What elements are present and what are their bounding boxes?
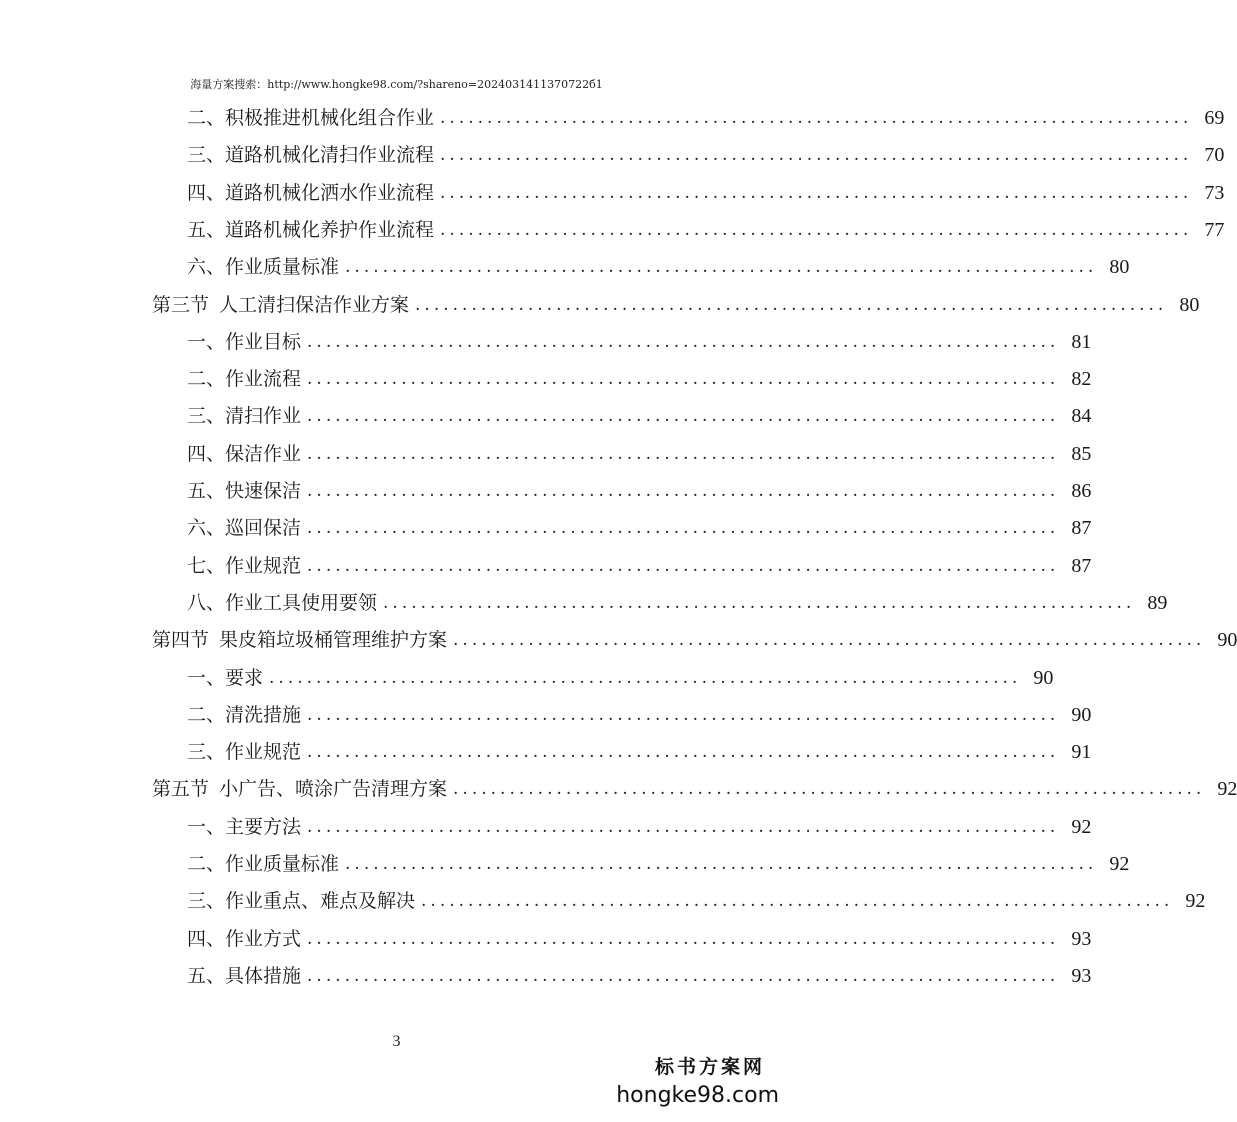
toc-page-number: 82 bbox=[1071, 368, 1092, 391]
toc-entry-title bbox=[187, 883, 415, 920]
toc-entry-title bbox=[187, 398, 301, 435]
toc-dot-leader: ................................................................................ bbox=[345, 257, 1098, 278]
toc-entry-text: 积极推进机械化组合作业 bbox=[225, 107, 435, 129]
toc-page-number: 80 bbox=[1179, 293, 1200, 316]
toc-entry[interactable] bbox=[187, 175, 1225, 212]
toc-entry[interactable] bbox=[187, 660, 1054, 697]
toc-entry-number: 三、 bbox=[187, 890, 226, 913]
toc-entry[interactable] bbox=[187, 249, 1130, 286]
toc-dot-leader: ................................................................................ bbox=[307, 555, 1060, 576]
toc-entry[interactable] bbox=[187, 958, 1092, 995]
toc-dot-leader: ................................................................................ bbox=[307, 481, 1060, 501]
toc-entry-title bbox=[187, 548, 301, 585]
toc-dot-leader: ................................................................................ bbox=[453, 779, 1206, 800]
toc-entry-text: 人工清扫保洁作业方案 bbox=[219, 293, 410, 316]
toc-entry-text: 道路机械化洒水作业流程 bbox=[225, 181, 435, 204]
toc-entry-number: 一、 bbox=[187, 815, 226, 838]
toc-entry-title bbox=[187, 249, 339, 286]
toc-entry-number: 三、 bbox=[187, 741, 226, 764]
toc-entry-number: 五、 bbox=[187, 218, 226, 241]
toc-entry-title bbox=[187, 175, 434, 212]
toc-entry-number: 七、 bbox=[187, 554, 226, 577]
toc-dot-leader: ................................................................................ bbox=[307, 406, 1060, 427]
toc-page-number: 93 bbox=[1071, 927, 1092, 950]
toc-dot-leader: ................................................................................ bbox=[269, 667, 1022, 688]
toc-dot-leader: ................................................................................ bbox=[307, 965, 1060, 986]
toc-page-number: 92 bbox=[1217, 778, 1237, 801]
toc-dot-leader: ................................................................................ bbox=[421, 891, 1174, 912]
toc-page-number: 90 bbox=[1033, 666, 1054, 689]
toc-entry-number: 三、 bbox=[187, 144, 226, 167]
toc-dot-leader: ................................................................................ bbox=[440, 182, 1193, 203]
toc-entry[interactable] bbox=[187, 398, 1092, 435]
toc-page-number: 87 bbox=[1071, 517, 1092, 540]
toc-dot-leader: ................................................................................ bbox=[440, 108, 1193, 128]
toc-entry-text: 作业重点、难点及解决 bbox=[225, 890, 416, 913]
toc-dot-leader: ................................................................................ bbox=[345, 854, 1098, 874]
toc-entry-text: 作业工具使用要领 bbox=[225, 591, 378, 614]
toc-entry[interactable] bbox=[187, 137, 1225, 174]
toc-entry[interactable] bbox=[187, 846, 1130, 883]
toc-entry-text: 果皮箱垃圾桶管理维护方案 bbox=[219, 629, 448, 652]
toc-entry-title bbox=[187, 100, 434, 137]
toc-page-number: 92 bbox=[1185, 890, 1206, 913]
toc-entry[interactable] bbox=[187, 548, 1092, 585]
toc-entry-number: 四、 bbox=[187, 927, 226, 950]
toc-entry-title bbox=[152, 622, 447, 659]
toc-section-entry[interactable] bbox=[152, 287, 1200, 324]
toc-entry-number: 第三节 bbox=[152, 293, 210, 316]
toc-entry-number: 第五节 bbox=[152, 778, 210, 801]
toc-entry-text: 作业目标 bbox=[225, 330, 302, 353]
toc-entry[interactable] bbox=[187, 585, 1168, 622]
toc-entry-text: 要求 bbox=[225, 666, 264, 689]
toc-entry-title bbox=[187, 510, 301, 547]
page-header-url: 海量方案搜索：http://www.hongke98.com/?shareno=2024031411370722б1 bbox=[190, 78, 603, 91]
toc-entry-title bbox=[187, 436, 301, 473]
toc-dot-leader: ................................................................................ bbox=[440, 145, 1193, 166]
toc-page-number: 92 bbox=[1109, 853, 1130, 875]
toc-page-number: 70 bbox=[1204, 144, 1225, 167]
toc-page-number: 91 bbox=[1071, 741, 1092, 764]
toc-entry-title bbox=[187, 958, 301, 995]
toc-entry-text: 主要方法 bbox=[225, 815, 302, 838]
toc-page-number: 93 bbox=[1071, 964, 1092, 987]
toc-entry-number: 六、 bbox=[187, 256, 226, 279]
toc-entry-text: 快速保洁 bbox=[225, 480, 302, 502]
toc-entry-text: 作业质量标准 bbox=[225, 853, 340, 875]
toc-entry-text: 作业规范 bbox=[225, 741, 302, 764]
toc-entry[interactable] bbox=[187, 324, 1092, 361]
toc-dot-leader: ................................................................................ bbox=[307, 518, 1060, 539]
toc-dot-leader: ................................................................................ bbox=[307, 742, 1060, 763]
toc-entry-number: 四、 bbox=[187, 442, 226, 465]
toc-entry-text: 清洗措施 bbox=[225, 703, 302, 726]
toc-page-number: 90 bbox=[1217, 629, 1237, 652]
toc-entry-text: 巡回保洁 bbox=[225, 517, 302, 540]
toc-entry-text: 道路机械化清扫作业流程 bbox=[225, 144, 435, 167]
toc-dot-leader: ................................................................................ bbox=[415, 294, 1168, 315]
toc-entry[interactable] bbox=[187, 100, 1225, 137]
toc-entry[interactable] bbox=[187, 212, 1225, 249]
toc-page-number: 69 bbox=[1204, 107, 1225, 129]
toc-entry-text: 保洁作业 bbox=[225, 442, 302, 465]
watermark-title: 标书方案网 bbox=[654, 1056, 765, 1078]
toc-page-number: 87 bbox=[1071, 554, 1092, 577]
toc-entry-text: 作业质量标准 bbox=[225, 256, 340, 279]
toc-dot-leader: ................................................................................ bbox=[453, 630, 1206, 651]
toc-entry-title bbox=[187, 473, 301, 510]
toc-page-number: 85 bbox=[1071, 442, 1092, 465]
page-number: 3 bbox=[392, 1033, 401, 1050]
toc-entry-number: 一、 bbox=[187, 666, 226, 689]
toc-section-entry[interactable] bbox=[152, 771, 1237, 808]
toc-page-number: 77 bbox=[1204, 218, 1225, 241]
toc-page-number: 80 bbox=[1109, 256, 1130, 279]
toc-entry-text: 作业方式 bbox=[225, 927, 302, 950]
toc-dot-leader: ................................................................................ bbox=[307, 369, 1060, 390]
toc-entry-number: 第四节 bbox=[152, 629, 210, 652]
toc-entry-title bbox=[187, 660, 263, 697]
toc-page-number: 89 bbox=[1147, 591, 1168, 614]
toc-entry-text: 道路机械化养护作业流程 bbox=[225, 218, 435, 241]
toc-entry-number: 二、 bbox=[187, 107, 226, 129]
toc-entry-text: 小广告、喷涂广告清理方案 bbox=[219, 778, 448, 801]
toc-entry-number: 六、 bbox=[187, 517, 226, 540]
toc-entry-number: 二、 bbox=[187, 368, 226, 391]
toc-entry-number: 五、 bbox=[187, 964, 226, 987]
toc-entry-title bbox=[187, 809, 301, 846]
toc-entry-title bbox=[152, 287, 409, 324]
toc-entry-number: 八、 bbox=[187, 591, 226, 614]
toc-dot-leader: ................................................................................ bbox=[383, 592, 1136, 613]
toc-page-number: 73 bbox=[1204, 181, 1225, 204]
toc-page-number: 86 bbox=[1071, 480, 1092, 502]
toc-entry-title bbox=[187, 697, 301, 734]
toc-dot-leader: ................................................................................ bbox=[307, 331, 1060, 352]
toc-entry-title bbox=[187, 846, 339, 883]
toc-entry[interactable] bbox=[187, 473, 1092, 510]
toc-entry[interactable] bbox=[187, 361, 1092, 398]
toc-entry-title bbox=[152, 771, 447, 808]
toc-entry[interactable] bbox=[187, 436, 1092, 473]
toc-entry[interactable] bbox=[187, 697, 1092, 734]
toc-entry[interactable] bbox=[187, 734, 1092, 771]
toc-entry[interactable] bbox=[187, 921, 1092, 958]
toc-entry-number: 一、 bbox=[187, 330, 226, 353]
toc-entry-number: 五、 bbox=[187, 480, 226, 502]
toc-entry-number: 二、 bbox=[187, 853, 226, 875]
toc-entry-title bbox=[187, 212, 434, 249]
toc-page-number: 81 bbox=[1071, 330, 1092, 353]
toc-entry-title bbox=[187, 137, 434, 174]
toc-dot-leader: ................................................................................ bbox=[307, 443, 1060, 464]
toc-page-number: 90 bbox=[1071, 703, 1092, 726]
watermark-domain: hongke98.com bbox=[616, 1083, 779, 1108]
toc-dot-leader: ................................................................................ bbox=[307, 704, 1060, 725]
toc-entry[interactable] bbox=[187, 510, 1092, 547]
watermark-logo bbox=[616, 1052, 779, 1108]
toc-entry-text: 作业规范 bbox=[225, 554, 302, 577]
toc-entry-number: 四、 bbox=[187, 181, 226, 204]
toc-entry[interactable] bbox=[187, 809, 1092, 846]
toc-page-number: 84 bbox=[1071, 405, 1092, 428]
toc-dot-leader: ................................................................................ bbox=[307, 816, 1060, 837]
toc-entry-title bbox=[187, 585, 377, 622]
toc-entry-number: 二、 bbox=[187, 703, 226, 726]
toc-entry-text: 具体措施 bbox=[225, 964, 302, 987]
toc-entry-text: 清扫作业 bbox=[225, 405, 302, 428]
toc-entry-text: 作业流程 bbox=[225, 368, 302, 391]
toc-entry-title bbox=[187, 361, 301, 398]
toc-entry-number: 三、 bbox=[187, 405, 226, 428]
toc-entry-title bbox=[187, 921, 301, 958]
toc-page-number: 92 bbox=[1071, 815, 1092, 838]
toc-dot-leader: ................................................................................ bbox=[307, 928, 1060, 949]
toc-dot-leader: ................................................................................ bbox=[440, 219, 1193, 240]
toc-section-entry[interactable] bbox=[152, 622, 1237, 659]
toc-entry-title bbox=[187, 734, 301, 771]
toc-entry-title bbox=[187, 324, 301, 361]
toc-entry[interactable] bbox=[187, 883, 1206, 920]
